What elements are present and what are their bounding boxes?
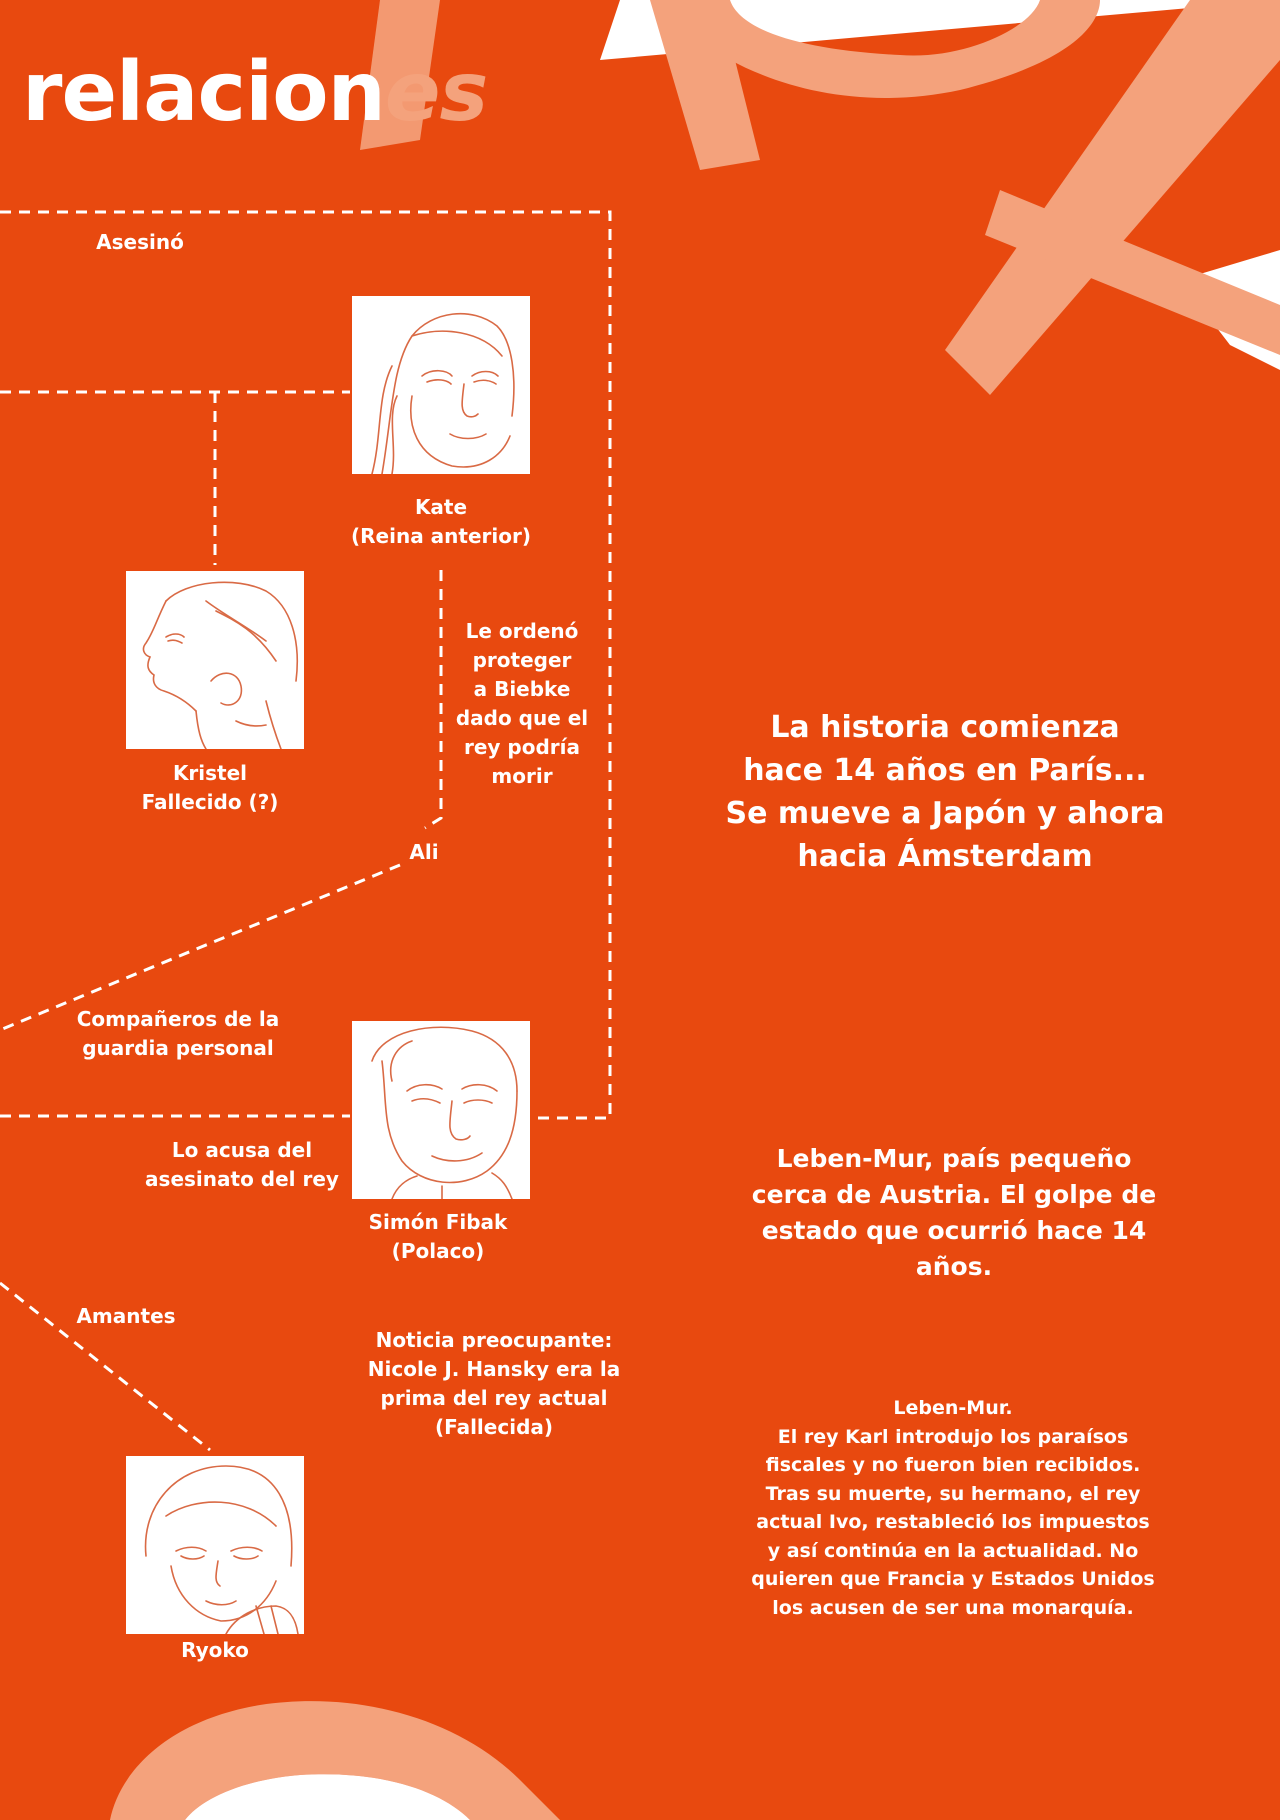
ryoko-label [115, 1636, 315, 1665]
kate-role: (Reina anterior) [351, 524, 531, 548]
info-leben-mur: Leben-Mur, país pequeño cerca de Austria. El golpe de estado que ocurrió hace 14 años. [751, 1144, 1157, 1281]
simon-name: Simón Fibak [368, 1210, 508, 1234]
relation-companeros: Compañeros de la guardia personal [76, 1007, 280, 1060]
kate-name: Kate [414, 495, 468, 519]
page-title: relaciones [22, 45, 488, 140]
ryoko-portrait [126, 1456, 304, 1634]
info-historia: La historia comienza hace 14 años en París... Se mueve a Japón y ahora hacia Ámsterdam [725, 710, 1165, 874]
kristel-portrait [126, 571, 304, 749]
info-rey: Leben-Mur. El rey Karl introdujo los paraísos fiscales y no fueron bien recibidos. Tras su muerte, su hermano, el rey actual Ivo, restableció los impuestos y así continúa en la actualidad. No quieren que Francia y Estados Unidos los acusen de ser una monarquía. [751, 1397, 1155, 1619]
kristel-status: Fallecido (?) [141, 790, 279, 814]
simon-portrait [352, 1021, 530, 1199]
ali-label [404, 838, 444, 867]
ryoko-name: Ryoko [181, 1638, 249, 1662]
kristel-name: Kristel [172, 761, 248, 785]
relation-ordeno: Le ordenó proteger a Biebke dado que el rey podría morir [455, 619, 589, 788]
ali-name: Ali [409, 840, 439, 864]
line-kate-ali [425, 570, 441, 828]
relation-acusa: Lo acusa del asesinato del rey [145, 1138, 339, 1191]
kate-label [341, 493, 541, 551]
simon-label [338, 1208, 538, 1266]
kate-portrait [352, 296, 530, 474]
relation-asesino: Asesinó [96, 230, 184, 254]
kristel-label [110, 759, 310, 817]
relation-noticia: Noticia preocupante: Nicole J. Hansky era la prima del rey actual (Fallecida) [367, 1328, 621, 1439]
simon-origin: (Polaco) [391, 1239, 485, 1263]
relation-amantes: Amantes [76, 1304, 176, 1328]
